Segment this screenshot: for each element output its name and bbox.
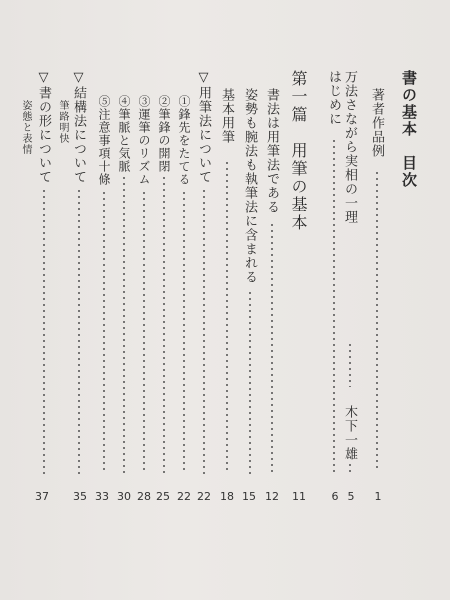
page-number: 6 [331,490,339,503]
toc-entry-14: ▽結構法について [71,70,86,184]
toc-entry-2: 万法さながら実相の一理 [342,70,357,224]
leader-dots [183,190,185,474]
page-number: 12 [265,490,279,503]
page-number: 15 [242,490,256,503]
leader-dots [349,462,351,474]
leader-dots [78,188,80,474]
page-number: 33 [95,490,109,503]
page-number: 22 [177,490,191,503]
leader-dots [143,190,145,474]
leader-dots [249,290,251,474]
toc-entry-11: ③運筆のリズム [137,95,151,186]
leader-dots [376,170,378,470]
toc-entry-9: ①鋒先をたてる [177,95,191,186]
toc-entry-5: 書法は用筆法である [264,88,279,214]
page-number: 30 [117,490,131,503]
page-number: 18 [220,490,234,503]
leader-dots [43,188,45,474]
toc-entry-10: ②筆鋒の開閉 [157,95,171,173]
page-number: 22 [197,490,211,503]
leader-dots [226,160,228,474]
toc-entry-12: ④筆脈と気脈 [117,95,131,173]
leader-dots [123,175,125,474]
page-number: 25 [156,490,170,503]
toc-entry-16: ▽書の形について [36,70,51,184]
toc-entry-6: 姿勢も腕法も執筆法に含まれる [242,88,257,284]
toc-entry-13: ⑤注意事項十條 [97,95,111,186]
page-number: 37 [35,490,49,503]
page-number: 28 [137,490,151,503]
page-number: 5 [347,490,355,503]
toc-entry-8: ▽用筆法について [196,70,211,184]
leader-dots [271,222,273,474]
page-number: 1 [374,490,382,503]
toc-entry-1: 著者作品例 [369,88,384,158]
toc-author: 木下一雄 [342,405,357,461]
leader-dots [163,175,165,474]
toc-part-heading: 第一篇 用筆の基本 [289,70,308,232]
leader-dots [203,188,205,474]
leader-dots [333,138,335,473]
toc-entry-7: 基本用筆 [219,88,234,144]
toc-entry-17: 姿態と表情 [20,100,31,155]
page-number: 35 [73,490,87,503]
toc-entry-3: はじめに [326,70,341,126]
toc-entry-15: 筆路明快 [57,100,68,144]
leader-dots [103,190,105,474]
leader-dots [349,342,351,387]
page-number: 11 [292,490,306,503]
toc-title: 書の基本 目次 [400,70,418,189]
